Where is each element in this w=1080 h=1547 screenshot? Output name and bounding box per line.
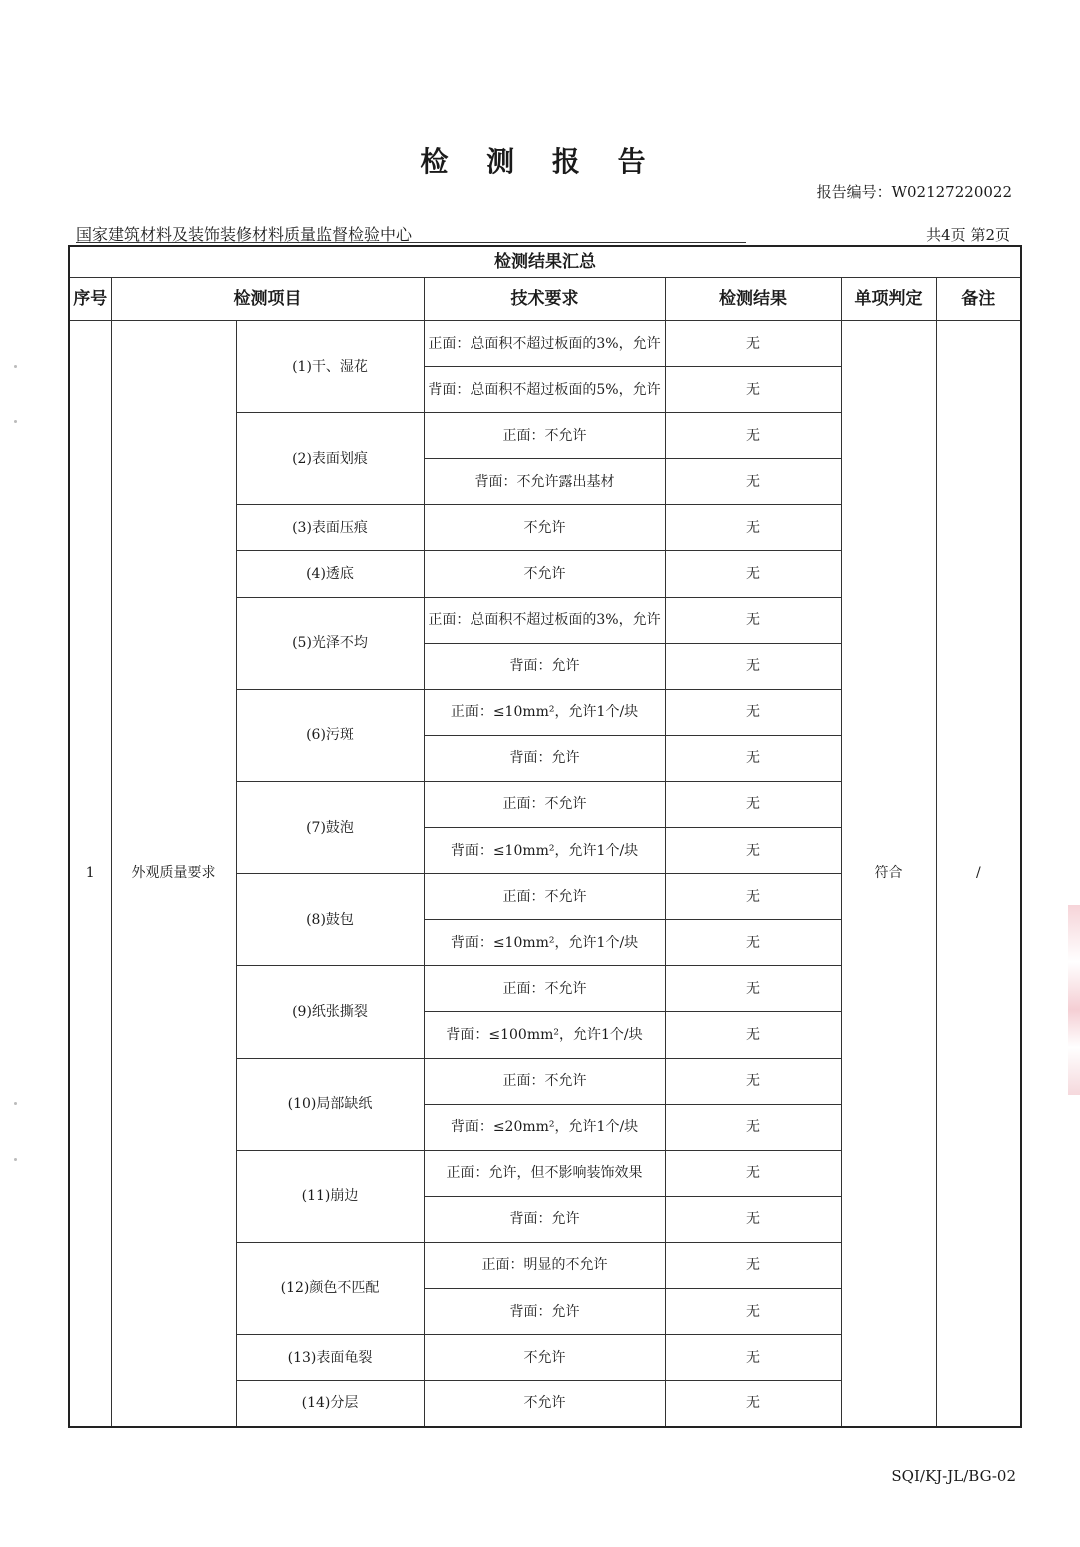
item-name-cell: (13)表面龟裂: [236, 1335, 424, 1381]
col-result-header: 检测结果: [665, 278, 841, 321]
requirement-cell: 正面：不允许: [424, 1058, 665, 1104]
result-cell: 无: [665, 735, 841, 781]
requirement-cell: 背面：≤10mm²，允许1个/块: [424, 920, 665, 966]
result-cell: 无: [665, 1196, 841, 1242]
result-cell: 无: [665, 459, 841, 505]
item-name-cell: (11)崩边: [236, 1150, 424, 1242]
col-req-header: 技术要求: [424, 278, 665, 321]
requirement-cell: 背面：允许: [424, 643, 665, 689]
judgement-cell: 符合: [841, 321, 936, 1427]
requirement-cell: 背面：允许: [424, 735, 665, 781]
item-name-cell: (12)颜色不匹配: [236, 1242, 424, 1334]
result-cell: 无: [665, 505, 841, 551]
item-name-cell: (2)表面划痕: [236, 413, 424, 505]
item-name-cell: (7)鼓泡: [236, 781, 424, 873]
item-name-cell: (4)透底: [236, 551, 424, 597]
report-number: 报告编号：W02127220022: [816, 183, 1012, 201]
requirement-cell: 背面：允许: [424, 1288, 665, 1334]
result-cell: 无: [665, 1335, 841, 1381]
requirement-cell: 正面：不允许: [424, 781, 665, 827]
scan-speck: [14, 1158, 17, 1161]
table-row: [69, 321, 1021, 367]
requirement-cell: 正面：允许，但不影响装饰效果: [424, 1150, 665, 1196]
result-cell: 无: [665, 1058, 841, 1104]
requirement-cell: 正面：总面积不超过板面的3%，允许: [424, 321, 665, 367]
result-cell: 无: [665, 1104, 841, 1150]
requirement-cell: 正面：总面积不超过板面的3%，允许: [424, 597, 665, 643]
result-cell: 无: [665, 367, 841, 413]
result-cell: 无: [665, 874, 841, 920]
organization-name: 国家建筑材料及装饰装修材料质量监督检验中心: [76, 225, 413, 244]
requirement-cell: 正面：≤10mm²，允许1个/块: [424, 689, 665, 735]
requirement-cell: 背面：≤20mm²，允许1个/块: [424, 1104, 665, 1150]
organization-underline: [76, 242, 746, 243]
requirement-cell: 背面：≤10mm²，允许1个/块: [424, 828, 665, 874]
requirement-cell: 背面：≤100mm²，允许1个/块: [424, 1012, 665, 1058]
result-cell: 无: [665, 920, 841, 966]
requirement-cell: 不允许: [424, 551, 665, 597]
item-name-cell: (14)分层: [236, 1381, 424, 1427]
category-cell: 外观质量要求: [111, 321, 236, 1427]
result-cell: 无: [665, 321, 841, 367]
page-indicator: 共4页 第2页: [926, 226, 1010, 244]
requirement-cell: 正面：不允许: [424, 413, 665, 459]
requirement-cell: 背面：允许: [424, 1196, 665, 1242]
report-title: 检 测 报 告: [420, 145, 660, 178]
result-cell: 无: [665, 828, 841, 874]
requirement-cell: 正面：不允许: [424, 966, 665, 1012]
item-name-cell: (10)局部缺纸: [236, 1058, 424, 1150]
result-cell: 无: [665, 781, 841, 827]
requirement-cell: 不允许: [424, 1335, 665, 1381]
item-name-cell: (3)表面压痕: [236, 505, 424, 551]
scan-speck: [14, 365, 17, 368]
result-cell: 无: [665, 1288, 841, 1334]
col-note-header: 备注: [936, 278, 1021, 321]
result-cell: 无: [665, 1242, 841, 1288]
result-cell: 无: [665, 1150, 841, 1196]
result-cell: 无: [665, 966, 841, 1012]
note-cell: /: [936, 321, 1021, 1427]
col-judge-header: 单项判定: [841, 278, 936, 321]
result-cell: 无: [665, 1012, 841, 1058]
document-code: SQI/KJ-JL/BG-02: [891, 1467, 1016, 1485]
requirement-cell: 不允许: [424, 1381, 665, 1427]
result-cell: 无: [665, 689, 841, 735]
summary-title: 检测结果汇总: [69, 246, 1021, 278]
requirement-cell: 不允许: [424, 505, 665, 551]
result-cell: 无: [665, 597, 841, 643]
result-cell: 无: [665, 1381, 841, 1427]
result-cell: 无: [665, 413, 841, 459]
col-item-header: 检测项目: [111, 278, 424, 321]
item-name-cell: (6)污斑: [236, 689, 424, 781]
result-cell: 无: [665, 551, 841, 597]
item-name-cell: (8)鼓包: [236, 874, 424, 966]
seal-stamp-edge: [1068, 905, 1080, 1095]
requirement-cell: 背面：不允许露出基材: [424, 459, 665, 505]
seq-cell: 1: [69, 321, 111, 1427]
scan-speck: [14, 420, 17, 423]
item-name-cell: (9)纸张撕裂: [236, 966, 424, 1058]
item-name-cell: (1)干、湿花: [236, 321, 424, 413]
col-seq-header: 序号: [69, 278, 111, 321]
requirement-cell: 正面：明显的不允许: [424, 1242, 665, 1288]
requirement-cell: 背面：总面积不超过板面的5%，允许: [424, 367, 665, 413]
scan-speck: [14, 1102, 17, 1105]
item-name-cell: (5)光泽不均: [236, 597, 424, 689]
results-table: [68, 245, 1022, 1428]
result-cell: 无: [665, 643, 841, 689]
requirement-cell: 正面：不允许: [424, 874, 665, 920]
